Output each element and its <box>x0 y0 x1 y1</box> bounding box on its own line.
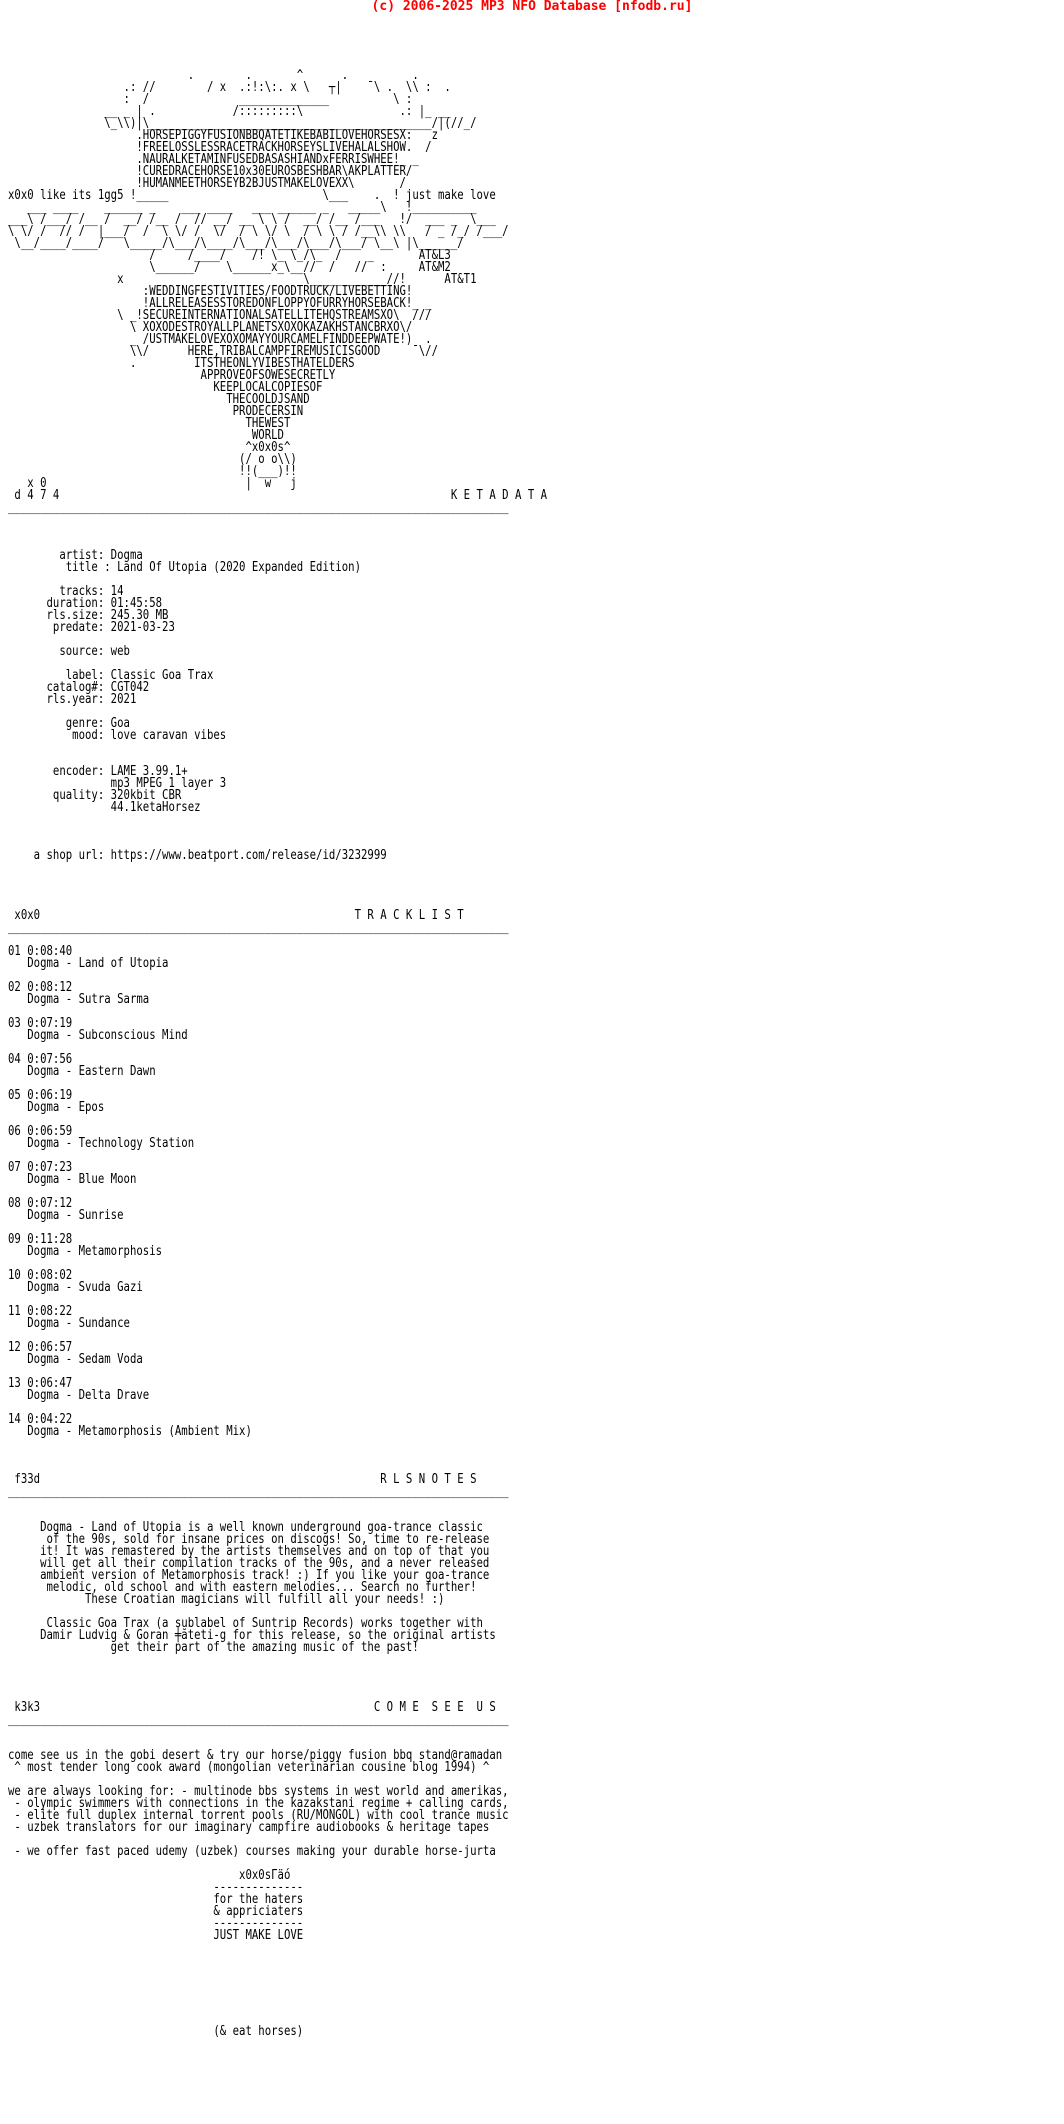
nfo-line: melodic, old school and with eastern melodies... Search no further! <box>8 1580 477 1595</box>
nfo-line: title : Land Of Utopia (2020 Expanded Edition) <box>8 560 361 575</box>
nfo-line: .NAURALKETAMINFUSEDBASASHIANDxFERRISWHEE!_ _ <box>8 152 419 167</box>
nfo-line: come see us in the gobi desert & try our horse/piggy fusion bbq stand@ramadan <box>8 1748 503 1763</box>
nfo-line: artist: Dogma <box>8 548 143 563</box>
nfo-line: / /____/ /! \_ \_/\_ / _ AT&L3 <box>8 248 451 263</box>
nfo-line: :WEDDINGFESTIVITIES/FOODTRUCK/LIVEBETTING! <box>8 284 413 299</box>
nfo-line: . . ^ . . <box>8 68 419 83</box>
nfo-line: 02 0:08:12 <box>8 980 73 995</box>
nfo-line: & appriciaters <box>8 1904 304 1919</box>
nfo-line: Dogma - Land of Utopia is a well known underground goa-trance classic <box>8 1520 483 1535</box>
nfo-line: ambient version of Metamorphosis track! :) If you like your goa-trance <box>8 1568 490 1583</box>
nfo-line: PRODECERSIN <box>8 404 304 419</box>
nfo-line: Dogma - Metamorphosis (Ambient Mix) <box>8 1424 252 1439</box>
nfo-line: it! It was remastered by the artists themselves and on top of that you <box>8 1544 490 1559</box>
nfo-line: ^ most tender long cook award (mongolian veterinarian cousine blog 1994) ^ <box>8 1760 490 1775</box>
nfo-line: label: Classic Goa Trax <box>8 668 214 683</box>
nfo-line: x \____________//! AT&T1 <box>8 272 477 287</box>
nfo-line: Dogma - Epos <box>8 1100 105 1115</box>
nfo-line: k3k3 C O M E S E E U S <box>8 1700 496 1715</box>
nfo-line: Dogma - Metamorphosis <box>8 1244 163 1259</box>
nfo-line: THEWEST <box>8 416 291 431</box>
nfo-line: rls.year: 2021 <box>8 692 137 707</box>
nfo-line: x 0 | w j <box>8 476 297 491</box>
nfo-line: KEEPLOCALCOPIESOF <box>8 380 323 395</box>
nfo-line: !CUREDRACEHORSE10x30EUROSBESHBAR\AKPLATTER/ <box>8 164 413 179</box>
nfo-line: Dogma - Delta Drave <box>8 1388 150 1403</box>
nfo-line: 01 0:08:40 <box>8 944 73 959</box>
nfo-line: ______________________________________________________________________________ <box>8 920 509 935</box>
nfo-line: get their part of the amazing music of the past! <box>8 1640 419 1655</box>
nfo-line: 08 0:07:12 <box>8 1196 73 1211</box>
nfo-line: Dogma - Sunrise <box>8 1208 124 1223</box>
nfo-line: - elite full duplex internal torrent pools (RU/MONGOL) with cool trance music <box>8 1808 509 1823</box>
nfo-line: ______________________________________________________________________________ <box>8 500 509 515</box>
nfo-line: 04 0:07:56 <box>8 1052 73 1067</box>
nfo-line: .HORSEPIGGYFUSIONBBQATETIKEBABILOVEHORSESX: z <box>8 128 439 143</box>
nfo-line: !HUMANMEETHORSEYB2BJUSTMAKELOVEXX\ / <box>8 176 406 191</box>
nfo-line: 14 0:04:22 <box>8 1412 73 1427</box>
nfo-line: genre: Goa <box>8 716 130 731</box>
nfo-line: a shop url: https://www.beatport.com/release/id/3232999 <box>8 848 387 863</box>
nfo-line: 11 0:08:22 <box>8 1304 73 1319</box>
nfo-line: tracks: 14 <box>8 584 124 599</box>
nfo-line: Dogma - Svuda Gazi <box>8 1280 143 1295</box>
nfo-line: catalog#: CGT042 <box>8 680 150 695</box>
nfo-line: duration: 01:45:58 <box>8 596 163 611</box>
nfo-line: x0x0sГäó <box>8 1868 291 1883</box>
nfo-line: !!(___)!! <box>8 464 297 479</box>
nfo-line: -------------- <box>8 1880 304 1895</box>
nfo-line: 13 0:06:47 <box>8 1376 73 1391</box>
nfo-line: x0x0 like its 1gg5 !_____ \___ . ! just make love <box>8 188 496 203</box>
nfo-line: source: web <box>8 644 130 659</box>
nfo-line: Classic Goa Trax (a sublabel of Suntrip Records) works together with <box>8 1616 483 1631</box>
nfo-line: ___\ /___/ /__ / __/ /__ / // __/ __ \ \ / __/ /__ /___ !/ ___ _ \___ <box>8 212 496 227</box>
nfo-line: Dogma - Eastern Dawn <box>8 1064 156 1079</box>
nfo-line: Dogma - Sundance <box>8 1316 130 1331</box>
nfo-line: !FREELOSSLESSRACETRACKHORSEYSLIVEHALALSHOW. / <box>8 140 432 155</box>
nfo-line: for the haters <box>8 1892 304 1907</box>
nfo-line: Damir Ludvig & Goran ╪ăteti-g for this release, so the original artists <box>8 1628 496 1643</box>
nfo-line: : / ______________ \ : <box>8 92 413 107</box>
nfo-line: \__/____/____/ \_____/\___/\____/\___/\___/\___/\___/ \__\ |\______/ <box>8 236 464 251</box>
nfo-line: . ITSTHEONLYVIBESTHATELDERS <box>8 356 355 371</box>
nfo-line: 03 0:07:19 <box>8 1016 73 1031</box>
nfo-line: - we offer fast paced udemy (uzbek) courses making your durable horse-jurta <box>8 1844 496 1859</box>
nfo-line: 05 0:06:19 <box>8 1088 73 1103</box>
nfo-line: quality: 320kbit CBR <box>8 788 182 803</box>
nfo-line: ^x0x0s^ <box>8 440 291 455</box>
nfo-line: ______________________________________________________________________________ <box>8 1484 509 1499</box>
nfo-line: Dogma - Technology Station <box>8 1136 195 1151</box>
nfo-line: x0x0 T R A C K L I S T <box>8 908 464 923</box>
nfo-line: f33d R L S N O T E S <box>8 1472 477 1487</box>
nfo-document-text <box>8 22 547 2038</box>
nfo-line: \ XOXODESTROYALLPLANETSXOXOKAZAKHSTANCBRXO\/ <box>8 320 413 335</box>
nfo-line: 06 0:06:59 <box>8 1124 73 1139</box>
nfo-line: \\/ HERE,TRIBALCAMPFIREMUSICISGOOD ¯\// <box>8 344 439 359</box>
site-copyright-header: (c) 2006-2025 MP3 NFO Database [nfodb.ru] <box>371 0 693 14</box>
nfo-line: ______________________________________________________________________________ <box>8 1712 509 1727</box>
nfo-line: _ /USTMAKELOVEXOXOMAYYOURCAMELFINDDEEPWATE!) . <box>8 332 432 347</box>
nfo-line: ___ ____ ______ _ ___ ____ ___ ______ _ _____\ !__________ <box>8 200 477 215</box>
nfo-line: d 4 7 4 K E T A D A T A <box>8 488 548 503</box>
nfo-line: \_\\)|\____________________________________________/|(//_/ <box>8 116 477 131</box>
nfo-line: 09 0:11:28 <box>8 1232 73 1247</box>
nfo-line: __ _ | . /:::::::::\ .: |_ __ <box>8 104 451 119</box>
nfo-line: These Croatian magicians will fulfill all your needs! :) <box>8 1592 445 1607</box>
nfo-line: encoder: LAME 3.99.1+ <box>8 764 188 779</box>
nfo-line: JUST MAKE LOVE <box>8 1928 304 1943</box>
nfo-line: (/ o o\\) <box>8 452 297 467</box>
nfo-line: 44.1ketaHorsez <box>8 800 201 815</box>
nfo-line: mp3 MPEG 1 layer 3 <box>8 776 227 791</box>
nfo-line: mood: love caravan vibes <box>8 728 227 743</box>
nfo-line: Dogma - Land of Utopia <box>8 956 169 971</box>
nfo-line: of the 90s, sold for insane prices on discogs! So, time to re-release <box>8 1532 490 1547</box>
nfo-line: 07 0:07:23 <box>8 1160 73 1175</box>
nfo-line: will get all their compilation tracks of the 90s, and a never released <box>8 1556 490 1571</box>
nfo-line: WORLD <box>8 428 284 443</box>
nfo-line: Dogma - Sutra Sarma <box>8 992 150 1007</box>
nfo-line: 10 0:08:02 <box>8 1268 73 1283</box>
nfo-line: predate: 2021-03-23 <box>8 620 175 635</box>
nfo-line: Dogma - Subconscious Mind <box>8 1028 188 1043</box>
nfo-line: - uzbek translators for our imaginary campfire audiobooks & heritage tapes <box>8 1820 490 1835</box>
nfo-line: 12 0:06:57 <box>8 1340 73 1355</box>
nfo-line: .: // / x .:!:\:. x \ ┬| ¯\ . \\ : . <box>8 80 451 95</box>
nfo-line: (& eat horses) <box>8 2024 304 2039</box>
nfo-line: THECOOLDJSAND <box>8 392 310 407</box>
nfo-line: rls.size: 245.30 MB <box>8 608 169 623</box>
nfo-line: - olympic swimmers with connections in the kazakstani regime + calling cards, <box>8 1796 509 1811</box>
nfo-line: Dogma - Blue Moon <box>8 1172 137 1187</box>
nfo-line: we are always looking for: - multinode bbs systems in west world and amerikas, <box>8 1784 509 1799</box>
nfo-line: !ALLRELEASESSTOREDONFLOPPYOFURRYHORSEBACK!_ _ <box>8 296 432 311</box>
nfo-line: \ \/ / // / |___/ / \ \/ / \/ / \ \/ \ / \ \ / /__\\ \\ / _ /_/ /___/ <box>8 224 509 239</box>
nfo-line: Dogma - Sedam Voda <box>8 1352 143 1367</box>
nfo-line: \ _!SECUREINTERNATIONALSATELLITEHQSTREAMSXO\ /// <box>8 308 432 323</box>
nfo-line: APPROVEOFSOWESECRETLY <box>8 368 336 383</box>
nfo-line: -------------- <box>8 1916 304 1931</box>
nfo-line: \______/ \______x_\__// / // : AT&M2 <box>8 260 451 275</box>
